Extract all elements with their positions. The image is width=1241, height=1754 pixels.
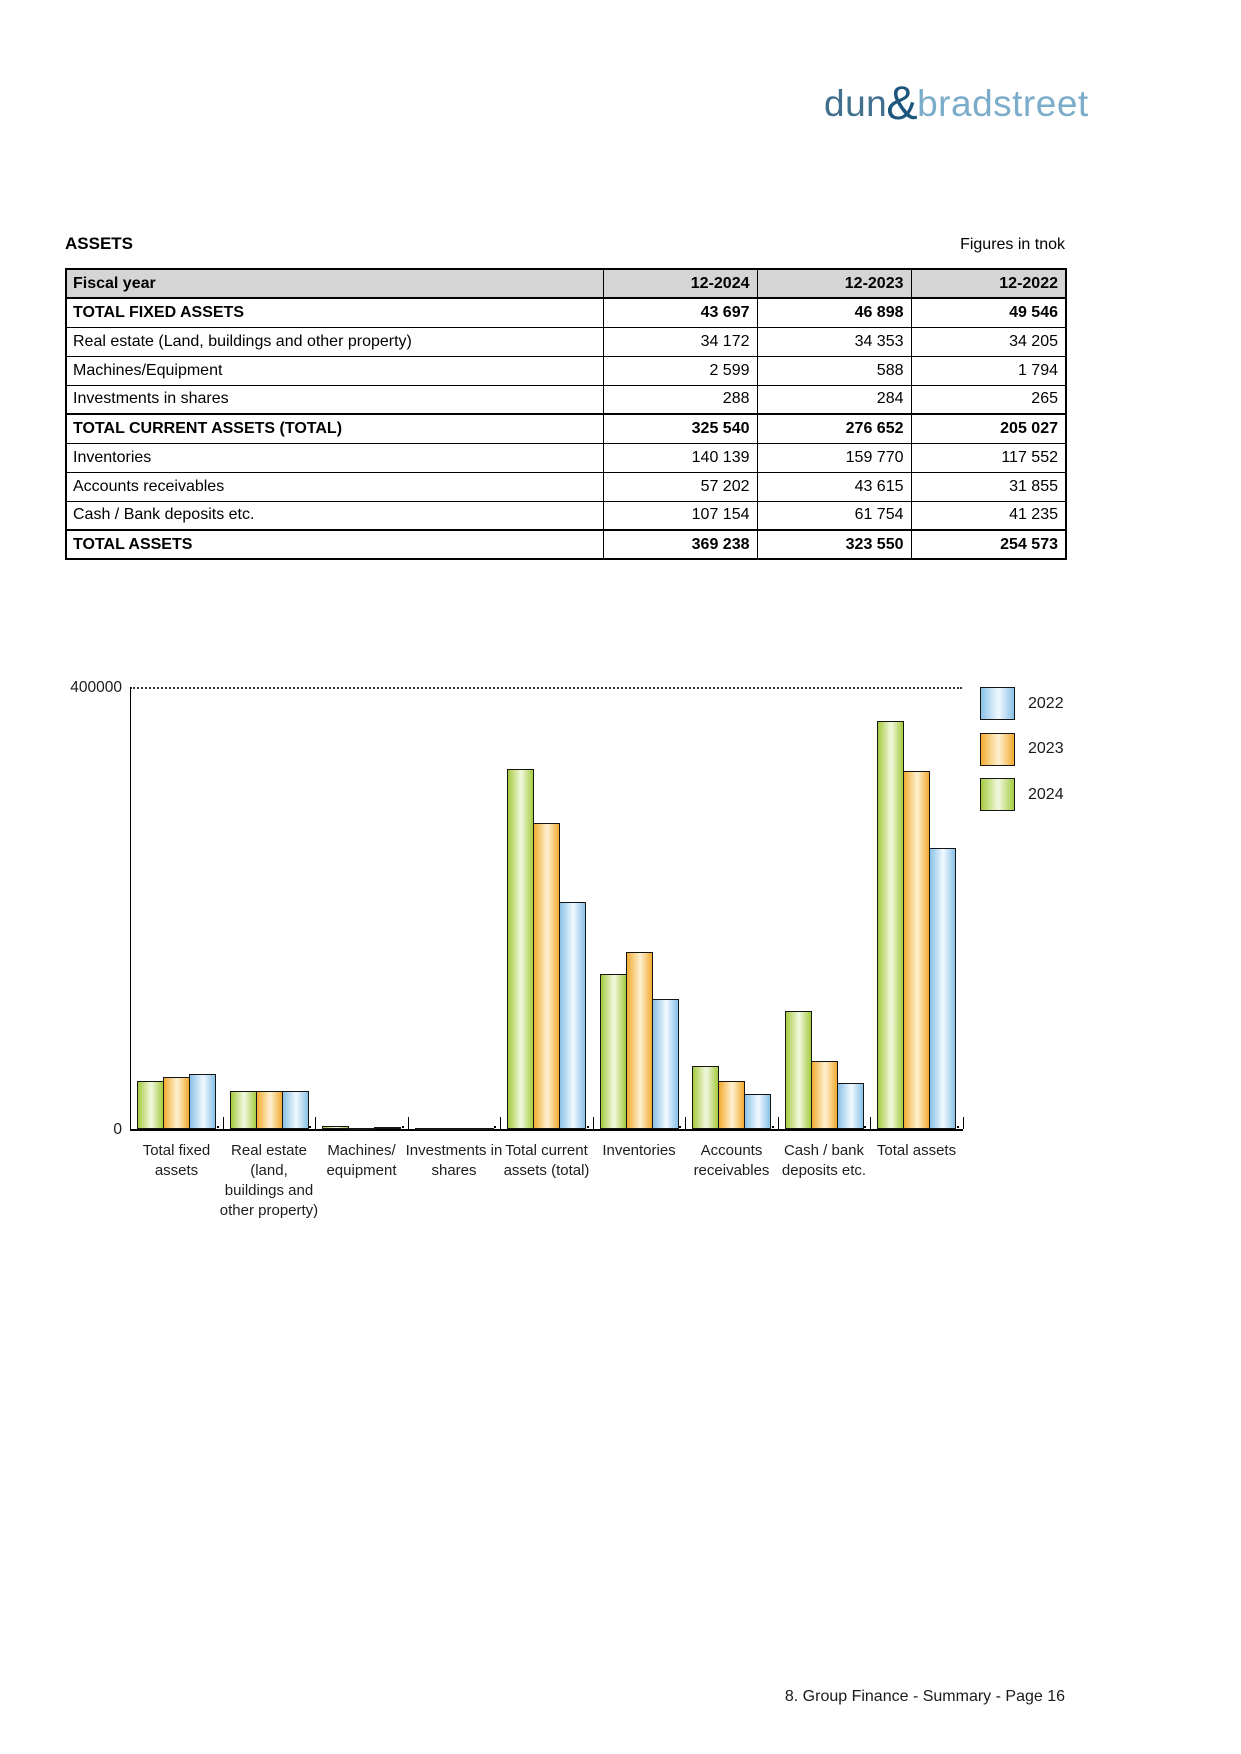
bar-2023 bbox=[626, 952, 653, 1129]
gridline-400000 bbox=[130, 687, 962, 689]
x-axis-label-line: assets (total) bbox=[503, 1162, 590, 1179]
x-axis-label-line: Investments in bbox=[405, 1142, 503, 1159]
bar-2023 bbox=[533, 823, 560, 1129]
x-axis-tick bbox=[593, 1117, 594, 1129]
x-axis-tick-dot bbox=[217, 1126, 219, 1128]
row-value: 34 353 bbox=[757, 327, 911, 356]
x-axis-tick bbox=[778, 1117, 779, 1129]
column-header-12-2024: 12-2024 bbox=[603, 269, 757, 298]
x-axis-label-line: Total assets bbox=[876, 1142, 957, 1159]
row-value: 61 754 bbox=[757, 501, 911, 530]
bar-2023 bbox=[441, 1128, 468, 1130]
logo-ampersand-icon: & bbox=[886, 76, 919, 129]
bar-2024 bbox=[137, 1081, 164, 1129]
row-value: 34 172 bbox=[603, 327, 757, 356]
row-label: Cash / Bank deposits etc. bbox=[66, 501, 603, 530]
bar-2022 bbox=[282, 1091, 309, 1129]
x-axis-tick bbox=[685, 1117, 686, 1129]
row-value: 57 202 bbox=[603, 472, 757, 501]
row-value: 34 205 bbox=[911, 327, 1066, 356]
row-value: 205 027 bbox=[911, 414, 1066, 443]
x-axis-tick bbox=[315, 1117, 316, 1129]
column-header-12-2023: 12-2023 bbox=[757, 269, 911, 298]
row-value: 284 bbox=[757, 385, 911, 414]
row-value: 117 552 bbox=[911, 443, 1066, 472]
bar-2022 bbox=[189, 1074, 216, 1129]
row-value: 254 573 bbox=[911, 530, 1066, 559]
x-axis-tick-dot bbox=[587, 1126, 589, 1128]
x-axis-tick-dot bbox=[957, 1126, 959, 1128]
row-label: TOTAL CURRENT ASSETS (TOTAL) bbox=[66, 414, 603, 443]
legend-label-2024: 2024 bbox=[1028, 785, 1064, 803]
x-axis-label-line: deposits etc. bbox=[781, 1162, 867, 1179]
x-axis-label-line: equipment bbox=[326, 1162, 397, 1179]
x-axis-label-line: Total current bbox=[505, 1142, 588, 1159]
x-axis-label-line: Inventories bbox=[602, 1142, 676, 1159]
page-footer: 8. Group Finance - Summary - Page 16 bbox=[784, 1688, 1065, 1705]
logo-text-dun: dun bbox=[824, 83, 888, 124]
x-axis-label-line: other property) bbox=[219, 1202, 319, 1219]
bar-2024 bbox=[415, 1128, 442, 1130]
row-value: 265 bbox=[911, 385, 1066, 414]
row-value: 588 bbox=[757, 356, 911, 385]
x-axis-tick-dot bbox=[494, 1126, 496, 1128]
bar-2023 bbox=[256, 1091, 283, 1129]
row-value: 107 154 bbox=[603, 501, 757, 530]
row-label: TOTAL FIXED ASSETS bbox=[66, 298, 603, 327]
x-axis-tick-dot bbox=[679, 1126, 681, 1128]
section-title: ASSETS bbox=[65, 234, 134, 253]
row-value: 288 bbox=[603, 385, 757, 414]
x-axis-tick bbox=[500, 1117, 501, 1129]
row-value: 323 550 bbox=[757, 530, 911, 559]
bar-2022 bbox=[559, 902, 586, 1129]
row-label: Machines/Equipment bbox=[66, 356, 603, 385]
x-axis-tick-dot bbox=[309, 1126, 311, 1128]
bar-2024 bbox=[877, 721, 904, 1129]
bar-2024 bbox=[322, 1126, 349, 1129]
row-value: 46 898 bbox=[757, 298, 911, 327]
row-value: 159 770 bbox=[757, 443, 911, 472]
bar-2024 bbox=[507, 769, 534, 1129]
bar-2022 bbox=[652, 999, 679, 1129]
row-value: 2 599 bbox=[603, 356, 757, 385]
legend-swatch-2022 bbox=[980, 687, 1015, 720]
bar-2024 bbox=[785, 1011, 812, 1129]
x-axis-label-line: Cash / bank bbox=[783, 1142, 865, 1159]
bar-2022 bbox=[929, 848, 956, 1129]
bar-2023 bbox=[348, 1128, 375, 1130]
row-value: 31 855 bbox=[911, 472, 1066, 501]
y-tick-max: 400000 bbox=[70, 679, 122, 696]
x-axis-label-line: Total fixed bbox=[142, 1142, 211, 1159]
x-axis-tick bbox=[870, 1117, 871, 1129]
bar-2023 bbox=[903, 771, 930, 1129]
row-value: 369 238 bbox=[603, 530, 757, 559]
row-value: 276 652 bbox=[757, 414, 911, 443]
x-axis-label-line: assets bbox=[154, 1162, 199, 1179]
x-axis-label bbox=[842, 1141, 992, 1161]
x-axis-label-line: Real estate bbox=[231, 1142, 307, 1159]
x-axis-tick-dot bbox=[772, 1126, 774, 1128]
bar-2024 bbox=[230, 1091, 257, 1129]
x-axis-label-line: Machines/ bbox=[327, 1142, 396, 1159]
x-axis-label-line: buildings and bbox=[224, 1182, 314, 1199]
x-axis-tick bbox=[408, 1117, 409, 1129]
bar-2022 bbox=[744, 1094, 771, 1129]
column-header-12-2022: 12-2022 bbox=[911, 269, 1066, 298]
unit-note: Figures in tnok bbox=[960, 236, 1065, 253]
logo-text-bradstreet: bradstreet bbox=[917, 83, 1089, 124]
y-axis bbox=[130, 687, 131, 1130]
row-value: 49 546 bbox=[911, 298, 1066, 327]
x-axis-label-line: shares bbox=[431, 1162, 477, 1179]
x-axis-label-line: (land, bbox=[250, 1162, 288, 1179]
row-value: 43 697 bbox=[603, 298, 757, 327]
row-label: Accounts receivables bbox=[66, 472, 603, 501]
bar-2022 bbox=[837, 1083, 864, 1129]
row-label: TOTAL ASSETS bbox=[66, 530, 603, 559]
x-axis-tick bbox=[963, 1117, 964, 1129]
bar-2023 bbox=[163, 1077, 190, 1129]
column-header-label: Fiscal year bbox=[66, 269, 603, 298]
row-value: 140 139 bbox=[603, 443, 757, 472]
row-value: 43 615 bbox=[757, 472, 911, 501]
row-label: Inventories bbox=[66, 443, 603, 472]
x-axis-tick-dot bbox=[402, 1126, 404, 1128]
legend-swatch-2024 bbox=[980, 778, 1015, 811]
x-axis bbox=[130, 1129, 963, 1131]
bar-2023 bbox=[811, 1061, 838, 1129]
x-axis-label-line: receivables bbox=[693, 1162, 770, 1179]
row-value: 41 235 bbox=[911, 501, 1066, 530]
row-value: 1 794 bbox=[911, 356, 1066, 385]
row-label: Investments in shares bbox=[66, 385, 603, 414]
bar-2022 bbox=[374, 1127, 401, 1129]
row-value: 325 540 bbox=[603, 414, 757, 443]
bar-2024 bbox=[692, 1066, 719, 1129]
x-axis-tick-dot bbox=[864, 1126, 866, 1128]
x-axis-tick bbox=[223, 1117, 224, 1129]
bar-2023 bbox=[718, 1081, 745, 1129]
legend-swatch-2023 bbox=[980, 733, 1015, 766]
legend-label-2023: 2023 bbox=[1028, 740, 1064, 757]
legend-label-2022: 2022 bbox=[1028, 694, 1064, 712]
row-label: Real estate (Land, buildings and other property) bbox=[66, 327, 603, 356]
bar-2022 bbox=[467, 1128, 494, 1130]
bar-2024 bbox=[600, 974, 627, 1129]
y-tick-zero: 0 bbox=[113, 1121, 122, 1138]
x-axis-label-line: Accounts bbox=[700, 1142, 763, 1159]
